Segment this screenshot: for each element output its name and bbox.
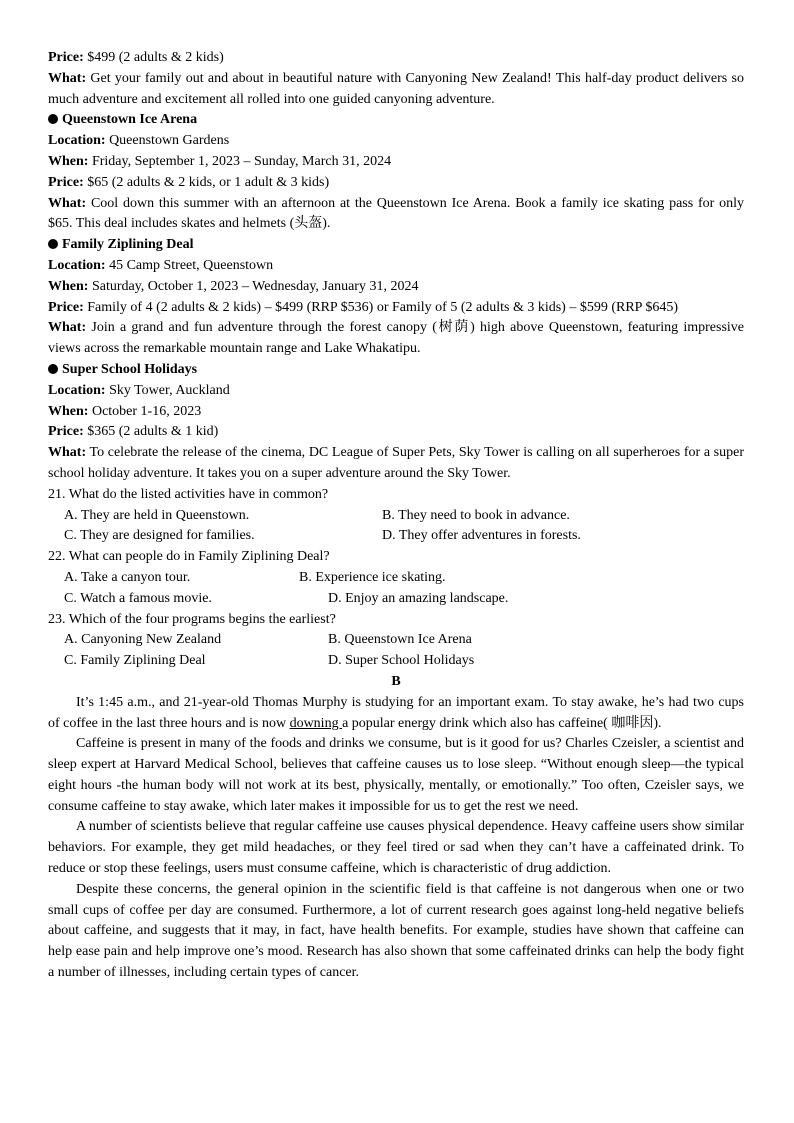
underlined-word: downing [289, 715, 343, 731]
question-23-options-row2 [48, 651, 744, 672]
option-a: A. They are held in Queenstown. [64, 507, 250, 523]
option-a: A. Canyoning New Zealand [64, 632, 222, 648]
holidays-when: When: October 1-16, 2023 [48, 403, 202, 419]
canyoning-price: Price: $499 (2 adults & 2 kids) [48, 50, 224, 65]
holidays-location: Location: Sky Tower, Auckland [48, 382, 230, 398]
holidays-price: Price: $365 (2 adults & 1 kid) [48, 424, 219, 440]
passage-b-paragraph-3: A number of scientists believe that regular caffeine use causes physical dependence. Heavy caffeine users show similar behaviors. For example, they get mild headaches, or they feel tired or sad when they can’t have a caffeinated drink. To reduce or stop these feelings, users must consume caffeine, which is characteristic of drug addiction. [48, 819, 744, 877]
section-heading-b: B [391, 673, 401, 689]
question-21-options-row1 [48, 506, 744, 527]
option-c: C. Watch a famous movie. [64, 590, 212, 606]
ice-arena-when: When: Friday, September 1, 2023 – Sunday, March 31, 2024 [48, 153, 392, 169]
question-22-options-row1 [48, 568, 744, 589]
canyoning-what-value: Get your family out and about in beautiful nature with Canyoning New Zealand! This half-day product delivers so much adventure and excitement all rolled into one guided canyoning adventure. [48, 70, 745, 107]
holidays-what: What: To celebrate the release of the cinema, DC League of Super Pets, Sky Tower is calling on all superheroes for a super school holiday adventure. It takes you on a super adventure around the Sky Tower. [48, 445, 745, 481]
passage-b-paragraph-4: Despite these concerns, the general opinion in the scientific field is that caffeine is not dangerous when one or two small cups of coffee per day are consumed. Furthermore, a lot of current research goes against long-held negative beliefs about caffeine, and suggests that it may, in fact, have health benefits. For example, studies have shown that caffeine can help ease pain and help improve one’s mood. Research has also shown that some caffeinated drinks can help the body fight a number of illnesses, including certain types of cancer. [48, 881, 744, 981]
question-21: 21. What do the listed activities have in common? [48, 486, 329, 502]
ziplining-when: When: Saturday, October 1, 2023 – Wednesday, January 31, 2024 [48, 278, 419, 294]
question-23-options-row1 [48, 630, 744, 651]
ice-arena-location: Location: Queenstown Gardens [48, 133, 230, 149]
question-22: 22. What can people do in Family Ziplining Deal? [48, 549, 330, 565]
question-21-options-row2 [48, 526, 744, 547]
ice-arena-what: What: Cool down this summer with an afternoon at the Queenstown Ice Arena. Book a family ice skating pass for only $65. This deal includes skates and helmets (头盔). [48, 195, 745, 232]
bullet-icon [48, 364, 58, 374]
option-d: D. Enjoy an amazing landscape. [328, 590, 509, 606]
canyoning-what: What: Get your family out and about in beautiful nature with Canyoning New Zealand! This half-day product delivers so much adventure and excitement all rolled into one guided canyoning adventure. [48, 70, 745, 107]
option-b: B. Experience ice skating. [299, 569, 446, 585]
canyoning-price-value: $499 (2 adults & 2 kids) [87, 50, 224, 65]
question-23: 23. Which of the four programs begins the earliest? [48, 611, 336, 627]
ziplining-price: Price: Family of 4 (2 adults & 2 kids) – $499 (RRP $536) or Family of 5 (2 adults & 3 kids) – $599 (RRP $645) [48, 299, 679, 315]
bullet-icon [48, 239, 58, 249]
option-a: A. Take a canyon tour. [64, 569, 191, 585]
ice-arena-price: Price: $65 (2 adults & 2 kids, or 1 adult & 3 kids) [48, 174, 330, 190]
passage-b-paragraph-1: It’s 1:45 a.m., and 21-year-old Thomas Murphy is studying for an important exam. To stay awake, he’s had two cups of coffee in the last three hours and is now downing a popular energy drink which also has caffeine( 咖啡因). [48, 694, 744, 731]
option-d: D. Super School Holidays [328, 653, 475, 669]
ziplining-heading: Family Ziplining Deal [48, 235, 744, 256]
option-b: B. Queenstown Ice Arena [328, 632, 472, 648]
option-b: B. They need to book in advance. [382, 507, 570, 523]
ziplining-what: What: Join a grand and fun adventure through the forest canopy (树荫) high above Queenstown, featuring impressive views across the remarkable mountain range and Lake Whakatipu. [48, 320, 744, 357]
passage-b-paragraph-2: Caffeine is present in many of the foods and drinks we consume, but is it good for us? Charles Czeisler, a scientist and sleep expert at Harvard Medical School, believes that caffeine causes us to lose sleep. “Without enough sleep—the typical eight hours -the human body will not work at its best, physically, mentally, or emotionally.” Too often, Czeisler says, we consume caffeine to stay awake, which later makes it impossible for us to get the rest we need. [48, 736, 744, 814]
ice-arena-heading: Queenstown Ice Arena [48, 110, 744, 131]
document-page [48, 48, 744, 984]
option-c: C. They are designed for families. [64, 528, 255, 544]
option-c: C. Family Ziplining Deal [64, 653, 206, 669]
bullet-icon [48, 114, 58, 124]
ziplining-location: Location: 45 Camp Street, Queenstown [48, 257, 274, 273]
question-22-options-row2 [48, 589, 744, 610]
option-d: D. They offer adventures in forests. [382, 528, 581, 544]
holidays-heading: Super School Holidays [48, 360, 744, 381]
